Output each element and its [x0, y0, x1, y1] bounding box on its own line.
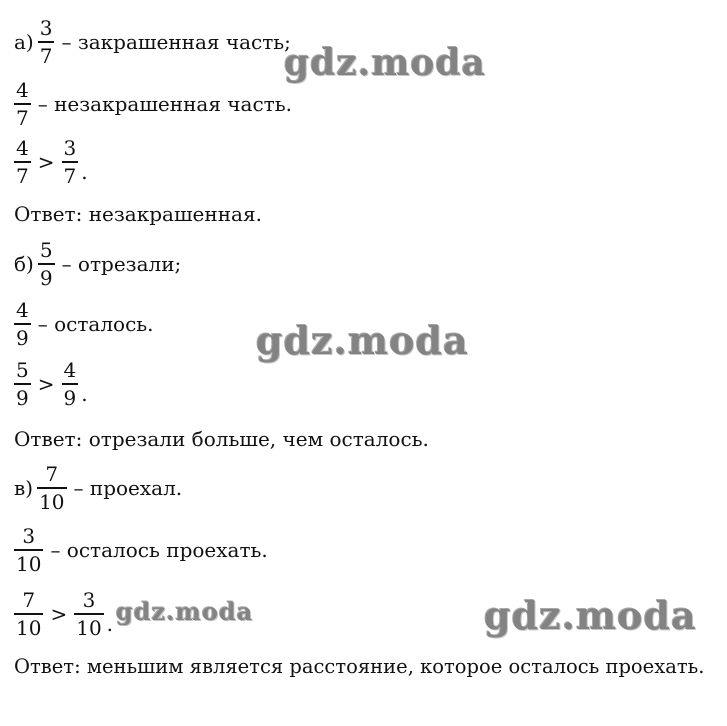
part-c-line-1	[14, 464, 186, 512]
fraction	[14, 360, 31, 408]
denominator: 10	[16, 551, 42, 576]
fraction	[74, 590, 103, 638]
numerator: 3	[82, 588, 96, 612]
watermark-logo: gdz.moda	[484, 593, 697, 638]
fraction	[14, 80, 31, 128]
part-c-answer: Ответ: меньшим является расстояние, которое осталось проехать.	[14, 655, 705, 678]
denominator: 9	[16, 385, 29, 410]
part-b-comparison	[14, 360, 88, 408]
part-a-label: а)	[14, 29, 34, 54]
fraction	[14, 526, 43, 574]
part-a-line-1	[14, 18, 295, 66]
part-b-text-2: – осталось.	[37, 311, 154, 336]
fraction	[14, 138, 31, 186]
numerator: 7	[45, 462, 59, 486]
fraction	[38, 18, 55, 66]
period: .	[81, 381, 88, 406]
comparison-operator: >	[37, 371, 55, 396]
fraction	[62, 360, 79, 408]
part-a-text-2: – незакрашенная часть.	[37, 91, 292, 116]
period: .	[106, 611, 114, 636]
part-c-comparison	[14, 590, 113, 638]
denominator: 7	[63, 163, 77, 188]
part-c-label: в)	[14, 475, 34, 500]
numerator: 4	[16, 298, 29, 322]
part-a-answer: Ответ: незакрашенная.	[14, 202, 262, 226]
numerator: 7	[22, 588, 36, 612]
fraction	[62, 138, 79, 186]
denominator: 9	[16, 325, 29, 350]
part-a-text-1: – закрашенная часть;	[61, 29, 291, 54]
part-b-label: б)	[14, 251, 34, 276]
part-b-line-2	[14, 300, 158, 348]
denominator: 10	[16, 615, 42, 640]
part-b-text-1: – отрезали;	[61, 251, 182, 276]
fraction	[38, 240, 55, 288]
watermark-logo: gdz.moda	[116, 597, 254, 626]
fraction	[37, 464, 66, 512]
fraction	[14, 300, 31, 348]
part-c-line-2	[14, 526, 272, 574]
denominator: 10	[39, 489, 65, 514]
denominator: 9	[63, 385, 77, 410]
part-b-line-1	[14, 240, 185, 288]
comparison-operator: >	[37, 149, 55, 174]
denominator: 9	[39, 265, 53, 290]
denominator: 7	[39, 43, 53, 68]
watermark-logo: gdz.moda	[284, 42, 486, 84]
numerator: 5	[39, 238, 53, 262]
numerator: 4	[63, 358, 77, 382]
numerator: 4	[16, 78, 29, 102]
fraction	[14, 590, 43, 638]
part-a-line-2	[14, 80, 296, 128]
part-b-answer: Ответ: отрезали больше, чем осталось.	[14, 427, 429, 451]
period: .	[81, 159, 88, 184]
numerator: 5	[16, 358, 29, 382]
numerator: 3	[63, 136, 77, 160]
numerator: 3	[39, 16, 53, 40]
part-a-comparison	[14, 138, 88, 186]
comparison-operator: >	[50, 601, 68, 626]
denominator: 7	[16, 163, 29, 188]
watermark-logo: gdz.moda	[256, 318, 469, 363]
numerator: 4	[16, 136, 29, 160]
denominator: 7	[16, 105, 29, 130]
part-c-text-1: – проехал.	[73, 475, 183, 500]
denominator: 10	[76, 615, 102, 640]
part-c-text-2: – осталось проехать.	[50, 537, 268, 562]
numerator: 3	[22, 524, 36, 548]
